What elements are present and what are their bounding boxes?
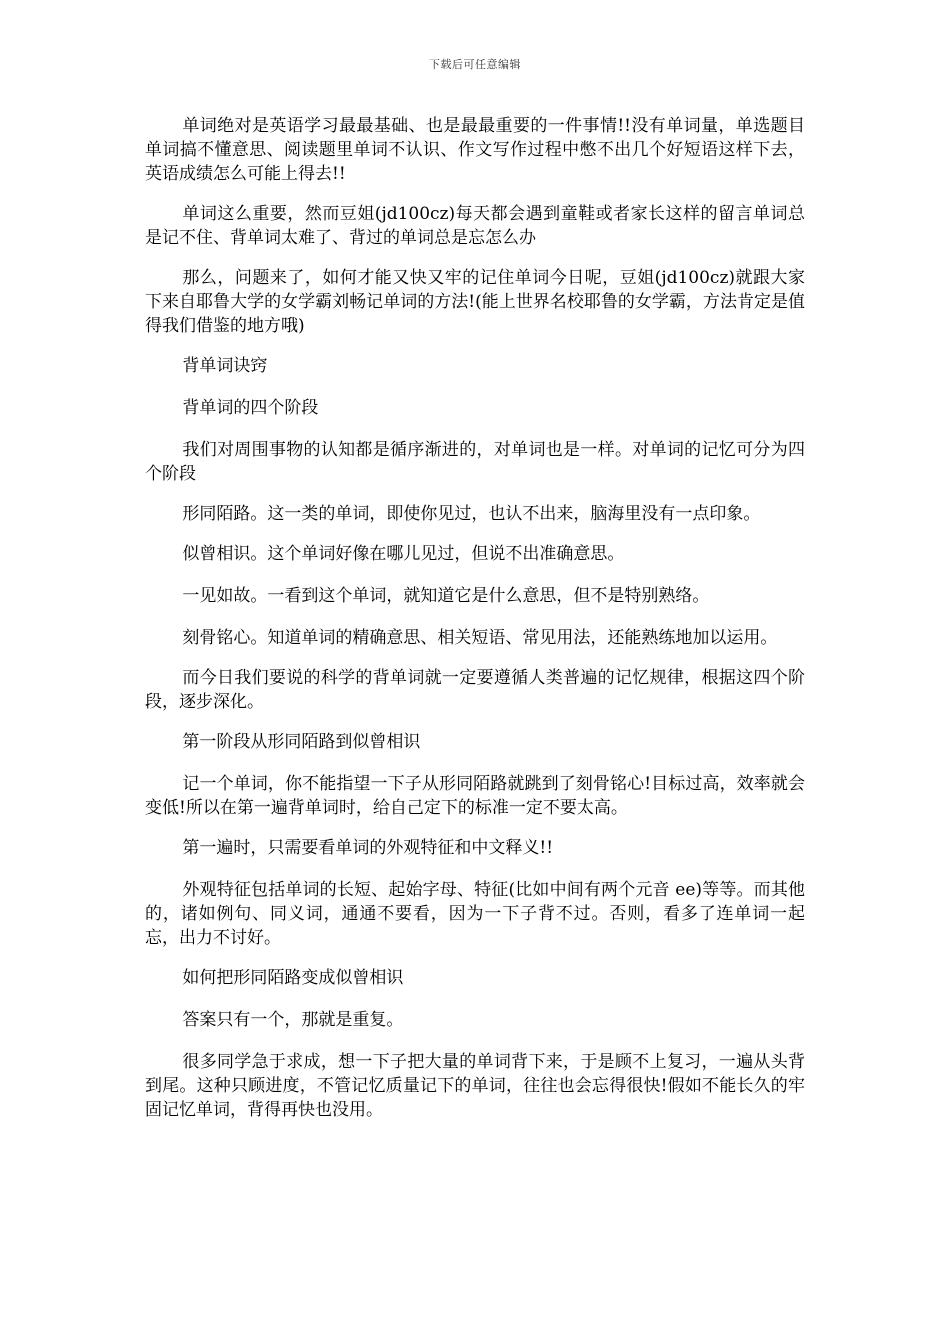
- paragraph: 而今日我们要说的科学的背单词就一定要遵循人类普遍的记忆规律，根据这四个阶段，逐步深化。: [145, 668, 805, 712]
- paragraph: 记一个单词，你不能指望一下子从形同陌路就跳到了刻骨铭心!目标过高，效率就会变低!所以在第一遍背单词时，给自己定下的标准一定不要太高。: [145, 774, 805, 818]
- paragraph: 答案只有一个，那就是重复。: [182, 1010, 404, 1030]
- section-heading: 第一阶段从形同陌路到似曾相识: [182, 732, 421, 752]
- paragraph: 一见如故。一看到这个单词，就知道它是什么意思，但不是特别熟络。: [182, 586, 710, 606]
- document-body: [145, 114, 805, 1138]
- section-heading: 如何把形同陌路变成似曾相识: [182, 968, 404, 988]
- paragraph: 很多同学急于求成，想一下子把大量的单词背下来，于是顾不上复习，一遍从头背到尾。这种只顾进度，不管记忆质量记下的单词，往往也会忘得很快!假如不能长久的牢固记忆单词，背得再快也没用。: [145, 1052, 805, 1120]
- paragraph: 刻骨铭心。知道单词的精确意思、相关短语、常见用法，还能熟练地加以运用。: [182, 628, 778, 648]
- paragraph: 单词绝对是英语学习最最基础、也是最最重要的一件事情!!没有单词量，单选题目单词搞不懂意思、阅读题里单词不认识、作文写作过程中憋不出几个好短语这样下去，英语成绩怎么可能上得去!!: [145, 116, 805, 184]
- paragraph: 形同陌路。这一类的单词，即使你见过，也认不出来，脑海里没有一点印象。: [182, 504, 761, 524]
- paragraph: 似曾相识。这个单词好像在哪儿见过，但说不出准确意思。: [182, 544, 625, 564]
- paragraph: 那么，问题来了，如何才能又快又牢的记住单词今日呢，豆姐(jd100cz)就跟大家下来自耶鲁大学的女学霸刘畅记单词的方法!(能上世界名校耶鲁的女学霸，方法肯定是值得我们借鉴的地方哦): [145, 268, 805, 336]
- paragraph: 外观特征包括单词的长短、起始字母、特征(比如中间有两个元音 ee)等等。而其他的，诸如例句、同义词，通通不要看，因为一下子背不过。否则，看多了连单词一起忘，出力不讨好。: [145, 880, 805, 948]
- paragraph: 我们对周围事物的认知都是循序渐进的，对单词也是一样。对单词的记忆可分为四个阶段: [145, 440, 805, 484]
- section-heading: 背单词的四个阶段: [182, 398, 319, 418]
- section-heading: 背单词诀窍: [182, 356, 268, 376]
- page-header: 下载后可任意编辑: [429, 58, 521, 71]
- paragraph: 第一遍时，只需要看单词的外观特征和中文释义!!: [182, 838, 554, 858]
- paragraph: 单词这么重要，然而豆姐(jd100cz)每天都会遇到童鞋或者家长这样的留言单词总是记不住、背单词太难了、背过的单词总是忘怎么办: [145, 204, 805, 248]
